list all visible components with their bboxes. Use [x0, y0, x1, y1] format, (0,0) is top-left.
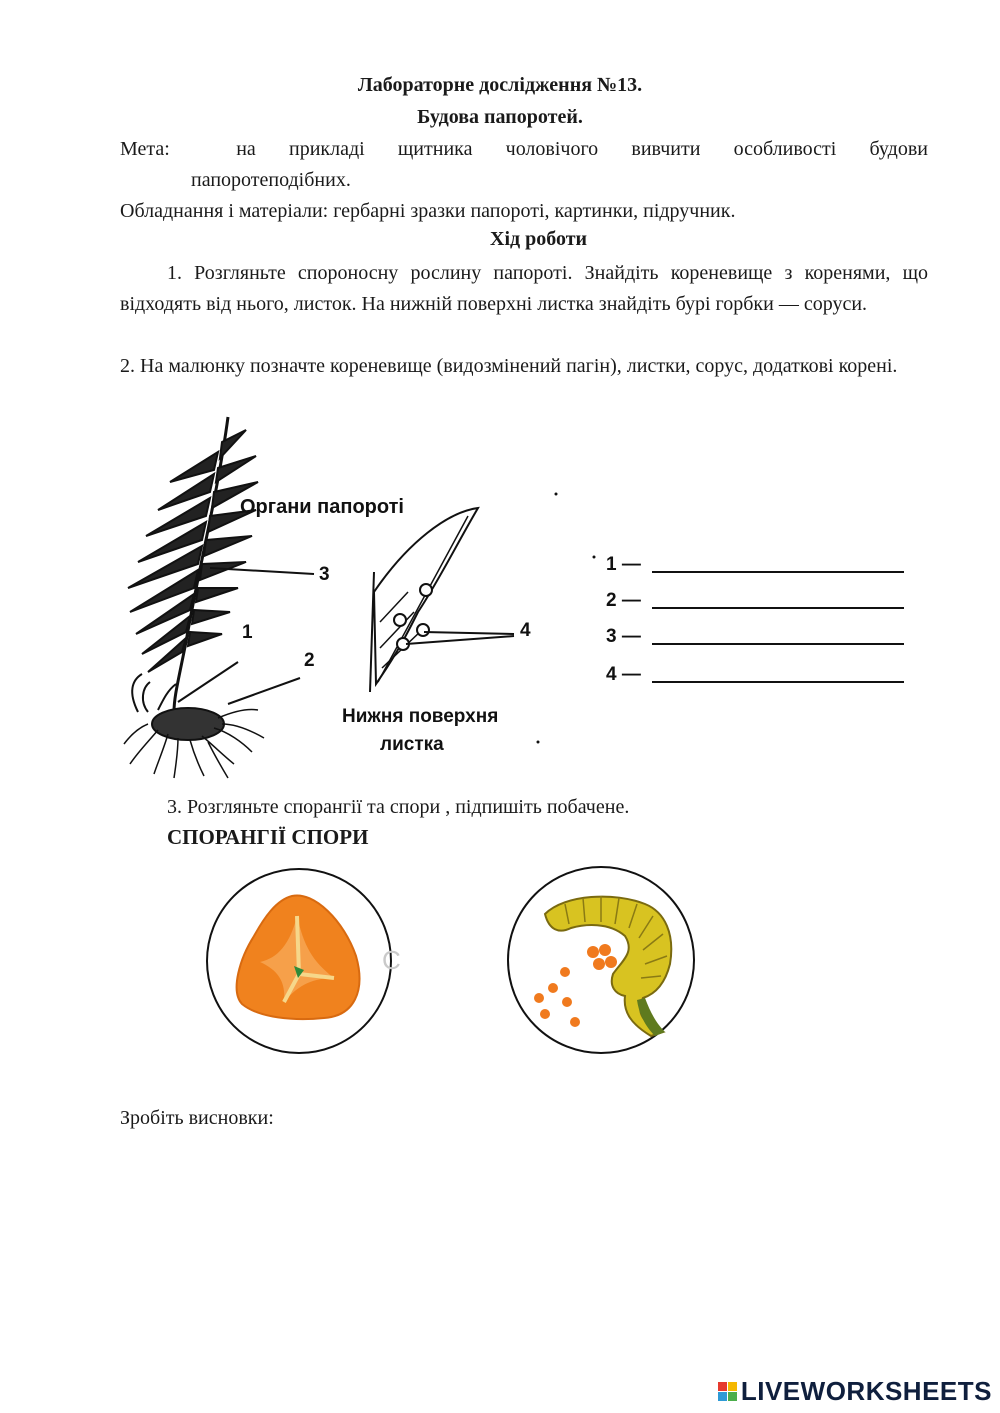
sporangia-heading: СПОРАНГІЇ СПОРИ [167, 825, 369, 849]
spore-image [204, 866, 394, 1056]
goal-text-continued: папоротеподібних. [191, 169, 351, 191]
conclusion-field[interactable] [120, 1140, 928, 1340]
answer-num-4: 4 — [606, 664, 641, 685]
conclusion-label: Зробіть висновки: [120, 1107, 274, 1129]
marker-2: 2 [304, 650, 315, 671]
sporangium-image [505, 864, 697, 1056]
logo-text: LIVEWORKSHEETS [740, 1376, 992, 1406]
equipment-text: Обладнання і матеріали: гербарні зразки папороті, картинки, підручник. [120, 200, 736, 222]
liveworksheets-logo [718, 1376, 992, 1407]
goal-text: на прикладі щитника чоловічого вивчити особливості будови [236, 138, 928, 160]
answer-num-1: 1 — [606, 554, 641, 575]
answer-num-2: 2 — [606, 590, 641, 611]
logo-icon [718, 1382, 737, 1401]
procedure-heading: Хід роботи [490, 228, 588, 250]
answer-field-1[interactable] [654, 552, 902, 572]
marker-1: 1 [242, 622, 253, 643]
step-3-text: 3. Розгляньте спорангії та спори , підпишіть побачене. [167, 796, 630, 818]
goal-label: Мета: [120, 138, 170, 160]
answer-field-4[interactable] [654, 662, 902, 682]
step-1-text: 1. Розгляньте спороносну рослину папороті. Знайдіть кореневище з коренями, що відходять від нього, листок. На нижній поверхні листка знайдіть бурі горбки — соруси. [120, 262, 928, 315]
leaf-caption-2: листка [380, 734, 444, 755]
goal-line [120, 134, 928, 165]
answer-field-2[interactable] [654, 588, 902, 608]
page-subtitle: Будова папоротей. [417, 106, 583, 128]
figure-title: Органи папороті [240, 496, 404, 518]
stray-mark: С [382, 945, 401, 975]
marker-4: 4 [520, 620, 531, 641]
answer-num-3: 3 — [606, 626, 641, 647]
leaf-caption: Нижня поверхня [342, 706, 499, 727]
fern-figure [118, 412, 928, 788]
page-title: Лабораторне дослідження №13. [357, 74, 643, 96]
answer-field-3[interactable] [654, 624, 902, 644]
marker-3: 3 [319, 564, 330, 585]
step-2-text: 2. На малюнку позначте кореневище (видозмінений пагін), листки, сорус, додаткові корені. [120, 355, 898, 377]
